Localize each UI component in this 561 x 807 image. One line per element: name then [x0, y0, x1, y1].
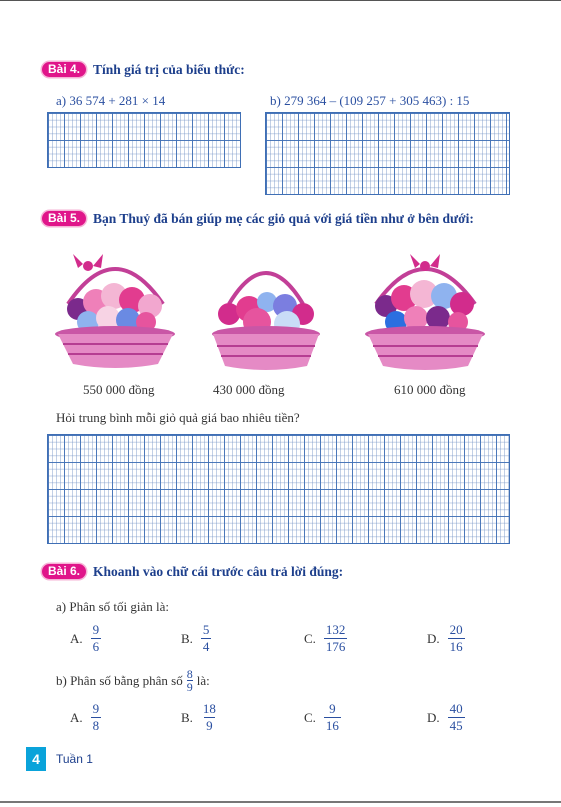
option-a-C[interactable]	[304, 623, 347, 654]
option-b-A[interactable]	[70, 702, 101, 733]
price-basket-2: 430 000 đồng	[213, 382, 285, 397]
fraction: $\frac{20}{16}$	[449, 622, 463, 654]
bottom-border	[0, 801, 561, 803]
top-border	[0, 0, 561, 1]
answer-grid-5[interactable]	[47, 434, 510, 544]
option-letter: A.	[70, 709, 83, 725]
fraction: $\frac{18}{9}$	[202, 701, 216, 733]
exercise-5-badge: Bài 5.	[42, 211, 86, 226]
reference-fraction: $\frac{8}{9}$	[186, 667, 193, 694]
option-letter: C.	[304, 709, 316, 725]
question-a: a) Phân số tối giản là:	[56, 599, 170, 614]
fraction: $\frac{9}{8}$	[92, 701, 100, 733]
option-letter: C.	[304, 630, 316, 646]
fraction: $\frac{9}{6}$	[92, 622, 100, 654]
expression-a: a) 36 574 + 281 × 14	[56, 93, 166, 108]
price-basket-3: 610 000 đồng	[394, 382, 466, 397]
page-number: 4	[26, 747, 46, 771]
option-a-A[interactable]	[70, 623, 101, 654]
price-basket-1: 550 000 đồng	[83, 382, 155, 397]
fraction: $\frac{9}{16}$	[325, 701, 339, 733]
exercise-4-badge: Bài 4.	[42, 62, 86, 77]
expression-b: b) 279 364 – (109 257 + 305 463) : 15	[270, 93, 470, 108]
option-letter: D.	[427, 709, 440, 725]
fraction: $\frac{5}{4}$	[202, 622, 210, 654]
exercise-6-badge: Bài 6.	[42, 564, 86, 579]
option-letter: A.	[70, 630, 83, 646]
fruit-basket-1-image	[48, 244, 183, 374]
option-letter: D.	[427, 630, 440, 646]
fraction: $\frac{132}{176}$	[325, 622, 346, 654]
fraction: $\frac{40}{45}$	[449, 701, 463, 733]
question-b: b) Phân số bằng phân số $\frac{8}{9}$ là:	[56, 667, 210, 694]
exercise-4-title: Tính giá trị của biểu thức:	[93, 62, 245, 77]
option-b-D[interactable]	[427, 702, 465, 733]
option-letter: B.	[181, 630, 193, 646]
option-a-D[interactable]	[427, 623, 465, 654]
option-letter: B.	[181, 709, 193, 725]
option-b-B[interactable]	[181, 702, 218, 733]
option-b-C[interactable]	[304, 702, 341, 733]
answer-grid-b[interactable]	[265, 112, 510, 195]
exercise-5-question: Hỏi trung bình mỗi giỏ quả giá bao nhiêu tiền?	[56, 410, 300, 425]
option-a-B[interactable]	[181, 623, 211, 654]
exercise-5-title: Bạn Thuỷ đã bán giúp mẹ các giỏ quả với giá tiền như ở bên dưới:	[93, 211, 474, 226]
week-label: Tuần 1	[56, 752, 93, 766]
fruit-basket-2-image	[207, 254, 325, 374]
exercise-6-title: Khoanh vào chữ cái trước câu trả lời đúng:	[93, 564, 344, 579]
answer-grid-a[interactable]	[47, 112, 241, 168]
fruit-basket-3-image	[358, 244, 493, 374]
